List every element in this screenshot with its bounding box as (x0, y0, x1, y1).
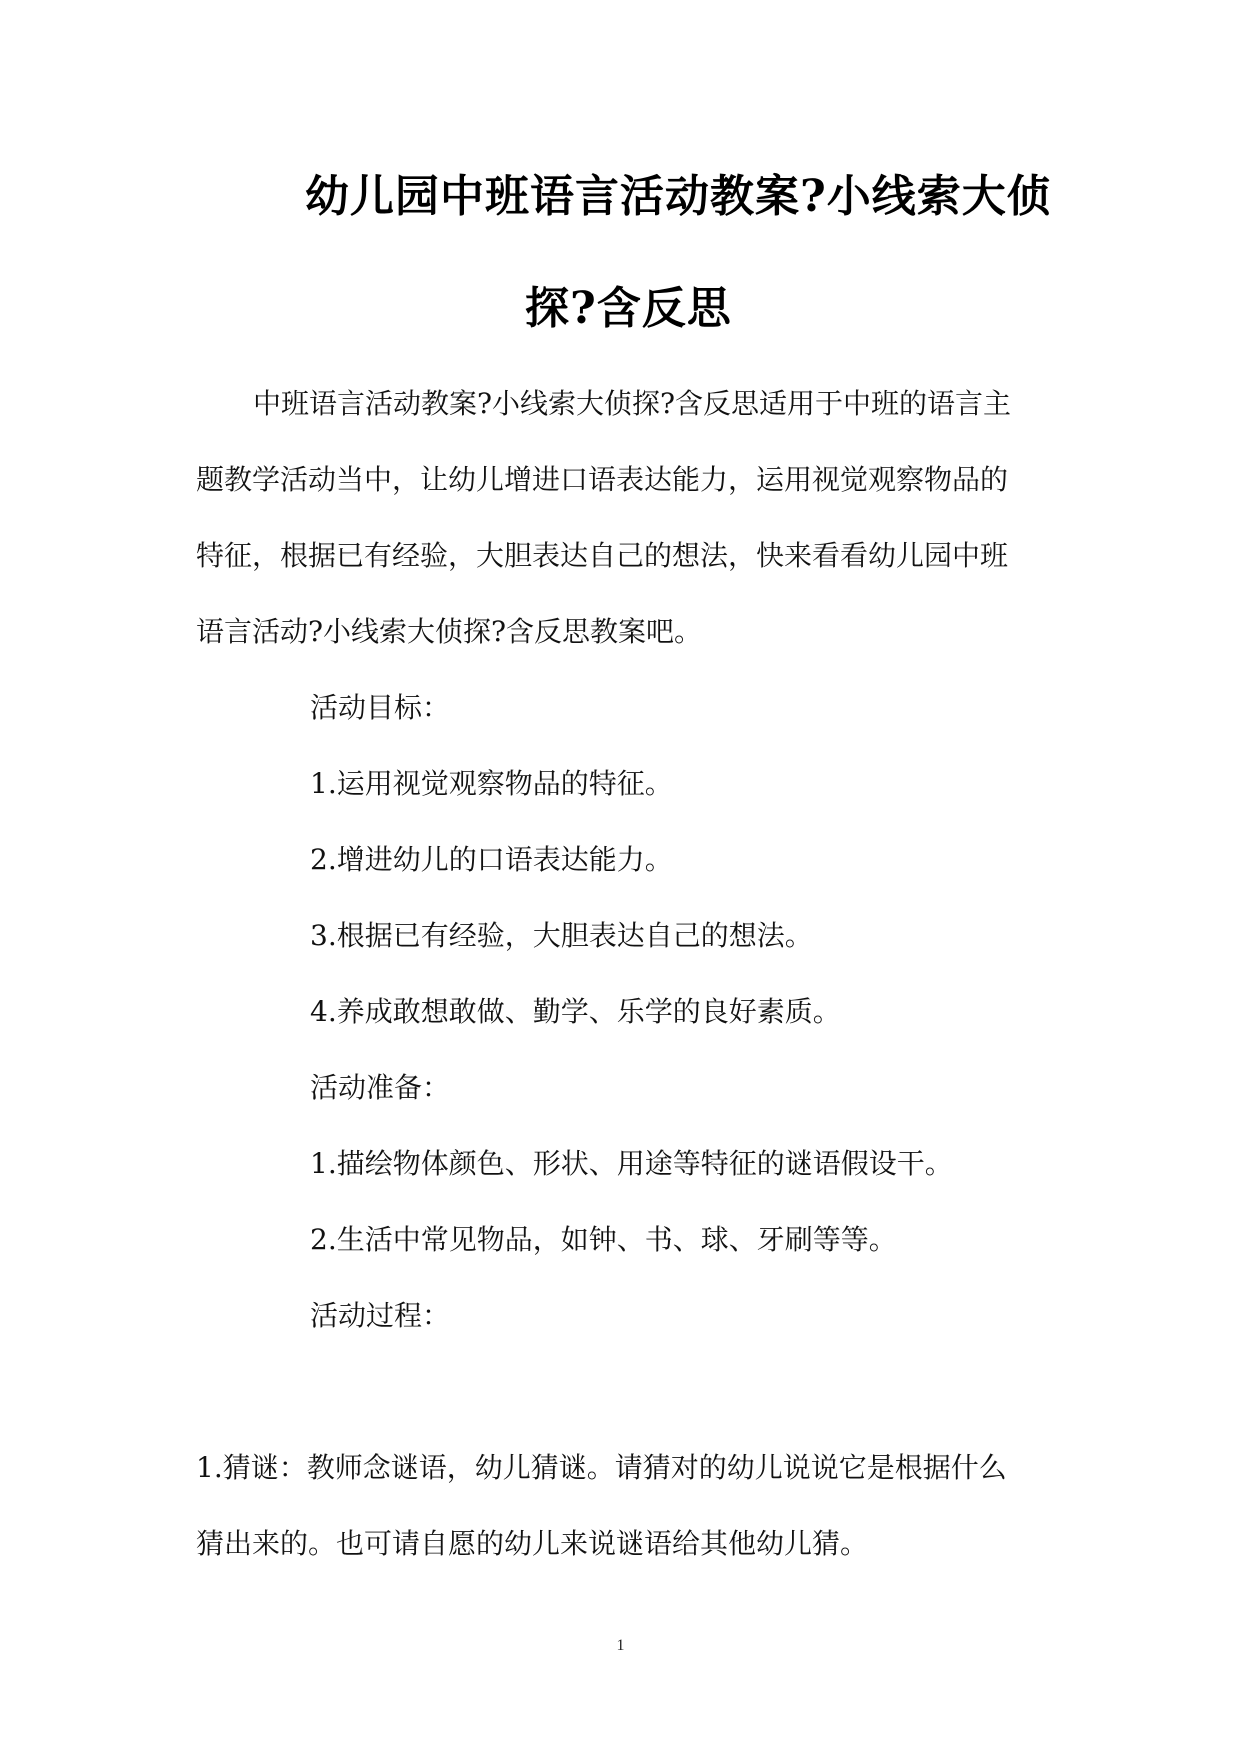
document-title-line-1: 幼儿园中班语言活动教案?小线索大侦 (305, 171, 1052, 222)
page-number: 1 (616, 1637, 625, 1654)
process-step-1-line-1: 1.猜谜：教师念谜语，幼儿猜谜。请猜对的幼儿说说它是根据什么 (196, 1451, 1007, 1484)
preparation-heading: 活动准备： (310, 1071, 451, 1104)
goal-item-2: 2.增进幼儿的口语表达能力。 (310, 843, 673, 876)
goal-item-1: 1.运用视觉观察物品的特征。 (310, 767, 673, 800)
intro-line-3: 特征，根据已有经验，大胆表达自己的想法，快来看看幼儿园中班 (196, 539, 1009, 572)
process-step-1-line-2: 猜出来的。也可请自愿的幼儿来说谜语给其他幼儿猜。 (196, 1527, 869, 1560)
intro-line-4: 语言活动?小线索大侦探?含反思教案吧。 (196, 615, 703, 648)
document-title-line-2: 探?含反思 (525, 283, 732, 334)
preparation-item-1: 1.描绘物体颜色、形状、用途等特征的谜语假设干。 (310, 1147, 953, 1180)
goal-item-4: 4.养成敢想敢做、勤学、乐学的良好素质。 (310, 995, 841, 1028)
goal-item-3: 3.根据已有经验，大胆表达自己的想法。 (310, 919, 813, 952)
process-heading: 活动过程： (310, 1299, 451, 1332)
intro-line-1: 中班语言活动教案?小线索大侦探?含反思适用于中班的语言主 (253, 387, 1012, 420)
preparation-item-2: 2.生活中常见物品，如钟、书、球、牙刷等等。 (310, 1223, 897, 1256)
goals-heading: 活动目标： (310, 691, 451, 724)
intro-line-2: 题教学活动当中，让幼儿增进口语表达能力，运用视觉观察物品的 (196, 463, 1009, 496)
